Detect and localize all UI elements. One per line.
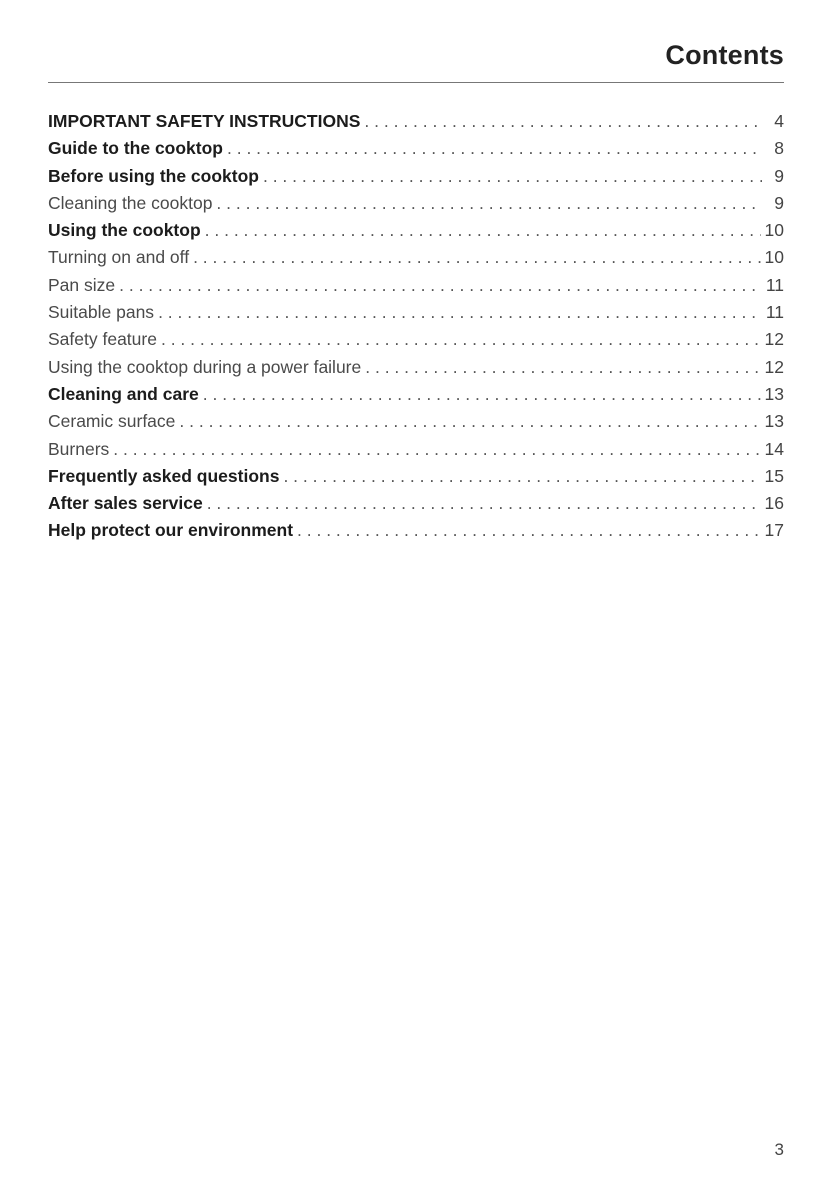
toc-entry-label: Using the cooktop: [48, 220, 201, 241]
toc-entry-burners[interactable]: [48, 436, 784, 463]
toc-dot-leader: [364, 108, 762, 135]
toc-entry-cleaning-the-cooktop[interactable]: [48, 190, 784, 217]
toc-entry-page: 9: [774, 165, 784, 186]
toc-entry-label: Burners: [48, 438, 110, 459]
toc-entry-page: 10: [764, 220, 784, 241]
toc-entry-safety-feature[interactable]: [48, 326, 784, 353]
toc-entry-page: 10: [764, 247, 784, 268]
toc-entry-suitable-pans[interactable]: [48, 299, 784, 326]
toc-entry-page: 12: [764, 356, 784, 377]
toc-entry-label: Help protect our environment: [48, 520, 294, 541]
toc-dot-leader: [263, 163, 762, 190]
toc-dot-leader: [119, 272, 762, 299]
toc-dot-leader: [297, 517, 761, 544]
toc-dot-leader: [207, 490, 761, 517]
toc-entry-label: After sales service: [48, 493, 203, 514]
toc-dot-leader: [113, 436, 760, 463]
toc-entry-guide-to-the-cooktop[interactable]: [48, 135, 784, 162]
toc-entry-pan-size[interactable]: [48, 272, 784, 299]
toc-entry-cleaning-and-care[interactable]: [48, 381, 784, 408]
toc-entry-frequently-asked-questions[interactable]: [48, 463, 784, 490]
toc-entry-label: Guide to the cooktop: [48, 138, 223, 159]
toc-entry-page: 12: [764, 329, 784, 350]
page-number: 3: [774, 1140, 784, 1159]
toc-entry-before-using-the-cooktop[interactable]: [48, 163, 784, 190]
toc-dot-leader: [283, 463, 760, 490]
toc-entry-page: 16: [764, 493, 784, 514]
toc-entry-page: 8: [774, 138, 784, 159]
title-divider: [48, 82, 784, 83]
toc-entry-page: 17: [764, 520, 784, 541]
toc-dot-leader: [158, 299, 762, 326]
toc-entry-page: 11: [765, 302, 784, 323]
toc-entry-using-the-cooktop[interactable]: [48, 217, 784, 244]
toc-dot-leader: [203, 381, 761, 408]
toc-entry-ceramic-surface[interactable]: [48, 408, 784, 435]
toc-dot-leader: [193, 244, 760, 271]
toc-entry-label: Cleaning the cooktop: [48, 192, 213, 213]
toc-entry-label: Safety feature: [48, 329, 157, 350]
toc-entry-label: Frequently asked questions: [48, 465, 280, 486]
table-of-contents: [48, 108, 784, 545]
toc-entry-label: Turning on and off: [48, 247, 190, 268]
toc-dot-leader: [161, 326, 761, 353]
toc-dot-leader: [227, 135, 762, 162]
toc-entry-power-failure[interactable]: [48, 354, 784, 381]
toc-entry-page: 4: [774, 111, 784, 131]
toc-entry-label: Ceramic surface: [48, 411, 176, 432]
toc-entry-label: Cleaning and care: [48, 383, 199, 404]
toc-entry-page: 14: [764, 438, 784, 459]
toc-entry-page: 15: [764, 465, 784, 486]
page-title: Contents: [665, 40, 784, 70]
toc-entry-page: 11: [765, 274, 784, 295]
toc-entry-page: 9: [774, 192, 784, 213]
toc-entry-important-safety-instructions[interactable]: [48, 108, 784, 135]
toc-dot-leader: [205, 217, 761, 244]
toc-entry-label: Using the cooktop during a power failure: [48, 356, 362, 377]
toc-entry-turning-on-and-off[interactable]: [48, 244, 784, 271]
toc-entry-help-protect-our-environment[interactable]: [48, 517, 784, 544]
toc-dot-leader: [365, 354, 760, 381]
toc-entry-label: Pan size: [48, 274, 116, 295]
toc-entry-label: IMPORTANT SAFETY INSTRUCTIONS: [48, 111, 361, 131]
toc-entry-label: Suitable pans: [48, 302, 155, 323]
toc-entry-after-sales-service[interactable]: [48, 490, 784, 517]
toc-dot-leader: [216, 190, 762, 217]
toc-entry-page: 13: [764, 411, 784, 432]
toc-entry-page: 13: [764, 383, 784, 404]
toc-entry-label: Before using the cooktop: [48, 165, 259, 186]
toc-dot-leader: [179, 408, 760, 435]
